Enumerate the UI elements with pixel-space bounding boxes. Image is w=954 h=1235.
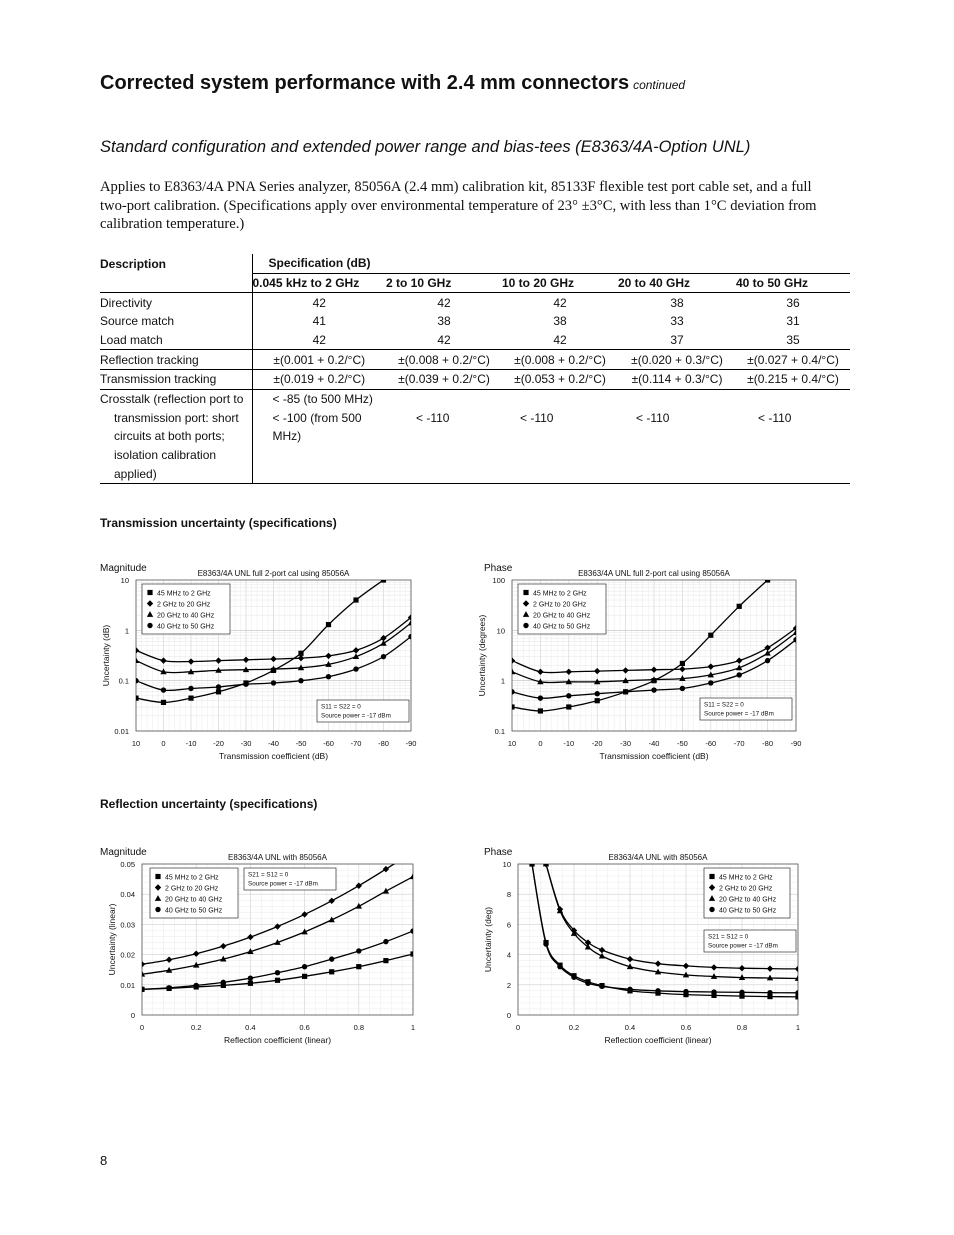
circle-marker bbox=[529, 861, 534, 866]
y-tick-label: 6 bbox=[506, 920, 511, 930]
x-tick-label: -50 bbox=[295, 739, 307, 748]
circle-marker bbox=[329, 956, 334, 961]
crosstalk-value-line: < -85 (to 500 MHz) bbox=[272, 391, 373, 406]
diamond-marker bbox=[353, 647, 359, 653]
y-tick-label: 8 bbox=[506, 890, 511, 900]
square-marker bbox=[708, 633, 713, 638]
section-subtitle: Standard configuration and extended power range and bias-tees (E8363/4A-Option UNL) bbox=[100, 138, 751, 156]
row-label: Transmission tracking bbox=[100, 370, 252, 390]
square-marker bbox=[133, 696, 138, 701]
crosstalk-value: < -110 bbox=[636, 410, 670, 425]
diamond-marker bbox=[679, 666, 685, 672]
x-tick-label: -80 bbox=[378, 739, 389, 748]
circle-marker bbox=[709, 907, 714, 912]
crosstalk-value: < -110 bbox=[758, 410, 792, 425]
legend-entry: 2 GHz to 20 GHz bbox=[165, 885, 219, 893]
crosstalk-value: < -110 bbox=[520, 410, 554, 425]
spec-table bbox=[100, 254, 850, 484]
circle-marker bbox=[585, 981, 590, 986]
circle-marker bbox=[410, 928, 415, 933]
row-label: Reflection tracking bbox=[100, 350, 252, 370]
intro-paragraph: Applies to E8363/4A PNA Series analyzer, 85056A (2.4 mm) calibration kit, 85133F flexible test port cable set, and a full two-port calibration. (Specifications apply over environmental temperature of 23° ±3°C, with less than 1°C deviation from calibration temperature.) bbox=[100, 179, 817, 232]
crosstalk-band1 bbox=[252, 389, 386, 484]
crosstalk-label-line: transmission port: short bbox=[114, 410, 239, 425]
transmission-phase-chart bbox=[476, 558, 816, 770]
band-header: 40 to 50 GHz bbox=[736, 273, 850, 293]
legend-entry: 2 GHz to 20 GHz bbox=[719, 885, 773, 893]
legend-entry: 20 GHz to 40 GHz bbox=[533, 612, 591, 620]
y-tick-label: 0.1 bbox=[494, 727, 505, 736]
x-tick-label: -40 bbox=[268, 739, 279, 748]
transmission-magnitude-chart bbox=[92, 558, 432, 770]
crosstalk-label-line: applied) bbox=[114, 466, 157, 481]
chart-note bbox=[704, 930, 796, 952]
crosstalk-cell bbox=[618, 389, 736, 484]
square-marker bbox=[248, 981, 253, 986]
chart-corner-label: Magnitude bbox=[100, 563, 147, 574]
diamond-marker bbox=[243, 657, 249, 663]
x-axis-label: Transmission coefficient (dB) bbox=[218, 751, 329, 761]
page-number: 8 bbox=[100, 1153, 108, 1168]
y-tick-label: 1 bbox=[500, 676, 505, 686]
diamond-marker bbox=[188, 658, 194, 664]
table-cell: ±(0.114 + 0.3/°C) bbox=[631, 372, 723, 387]
circle-marker bbox=[571, 975, 576, 980]
diamond-marker bbox=[537, 669, 543, 675]
legend-entry: 2 GHz to 20 GHz bbox=[157, 601, 211, 609]
triangle-marker bbox=[557, 907, 563, 913]
square-marker bbox=[188, 696, 193, 701]
x-tick-label: -50 bbox=[676, 739, 688, 748]
circle-marker bbox=[795, 990, 800, 995]
x-tick-label: -10 bbox=[563, 739, 575, 748]
x-tick-label: -70 bbox=[350, 739, 362, 748]
y-tick-label: 0.01 bbox=[114, 727, 129, 736]
circle-marker bbox=[538, 695, 543, 700]
x-tick-label: -70 bbox=[733, 739, 745, 748]
diamond-marker bbox=[622, 667, 628, 673]
square-marker bbox=[737, 604, 742, 609]
table-cell: ±(0.053 + 0.2/°C) bbox=[514, 372, 606, 387]
x-tick-label: 0.4 bbox=[624, 1023, 636, 1032]
crosstalk-cell bbox=[736, 389, 850, 484]
chart-legend bbox=[704, 868, 790, 918]
square-marker bbox=[275, 978, 280, 983]
table-cell: 41 bbox=[312, 314, 326, 329]
circle-marker bbox=[326, 674, 331, 679]
crosstalk-label bbox=[100, 389, 252, 484]
x-tick-label: 0.6 bbox=[299, 1023, 310, 1032]
chart-corner-label: Phase bbox=[484, 563, 513, 574]
circle-marker bbox=[737, 672, 742, 677]
circle-marker bbox=[793, 637, 798, 642]
band-header: 2 to 10 GHz bbox=[386, 273, 502, 293]
circle-marker bbox=[680, 686, 685, 691]
diamond-marker bbox=[298, 655, 304, 661]
triangle-marker bbox=[543, 861, 549, 867]
spec-header: Specification (dB) bbox=[268, 256, 371, 271]
square-marker bbox=[326, 622, 331, 627]
note-line: Source power = -17 dBm bbox=[704, 710, 774, 718]
y-tick-label: 0 bbox=[130, 1011, 135, 1020]
x-tick-label: 0 bbox=[161, 739, 166, 748]
page-title-text: Corrected system performance with 2.4 mm connectors bbox=[100, 72, 630, 94]
x-tick-label: 1 bbox=[795, 1023, 801, 1032]
square-marker bbox=[329, 969, 334, 974]
circle-marker bbox=[651, 687, 656, 692]
square-marker bbox=[216, 689, 221, 694]
diamond-marker bbox=[509, 657, 515, 663]
crosstalk-label-line: Crosstalk (reflection port to bbox=[100, 391, 244, 406]
chart-corner-label: Phase bbox=[484, 847, 513, 858]
row-label: Source match bbox=[100, 312, 252, 331]
circle-marker bbox=[557, 964, 562, 969]
x-tick-label: 0.2 bbox=[568, 1023, 580, 1032]
circle-marker bbox=[161, 687, 166, 692]
table-cell: 42 bbox=[437, 333, 451, 348]
circle-marker bbox=[133, 678, 138, 683]
square-marker bbox=[538, 708, 543, 713]
x-tick-label: 1 bbox=[410, 1023, 416, 1032]
x-tick-label: 0 bbox=[515, 1023, 521, 1032]
circle-marker bbox=[767, 990, 772, 995]
x-tick-label: -60 bbox=[323, 739, 334, 748]
crosstalk-value: < -110 bbox=[416, 410, 450, 425]
circle-marker bbox=[302, 964, 307, 969]
diamond-marker bbox=[166, 957, 172, 963]
diamond-marker bbox=[736, 657, 742, 663]
note-line: Source power = -17 dBm bbox=[708, 942, 778, 950]
x-tick-label: -20 bbox=[213, 739, 224, 748]
table-cell: 42 bbox=[553, 333, 567, 348]
square-marker bbox=[680, 661, 685, 666]
note-line: S11 = S22 = 0 bbox=[704, 701, 744, 709]
circle-marker bbox=[271, 680, 276, 685]
transmission-section-heading: Transmission uncertainty (specifications) bbox=[100, 516, 337, 530]
band-header: 20 to 40 GHz bbox=[618, 273, 736, 293]
crosstalk-label-line: circuits at both ports; bbox=[114, 429, 225, 444]
circle-marker bbox=[683, 989, 688, 994]
crosstalk-label-line: isolation calibration bbox=[114, 447, 217, 462]
y-tick-label: 0 bbox=[506, 1011, 511, 1020]
triangle-marker bbox=[764, 650, 770, 656]
table-cell: 42 bbox=[312, 333, 326, 348]
x-axis-label: Reflection coefficient (linear) bbox=[604, 1035, 712, 1045]
table-cell: ±(0.020 + 0.3/°C) bbox=[631, 352, 723, 367]
table-cell: 38 bbox=[437, 314, 451, 329]
band-header: 10 to 20 GHz bbox=[502, 273, 618, 293]
x-tick-label: 0.2 bbox=[190, 1023, 202, 1032]
note-line: Source power = -17 dBm bbox=[248, 880, 318, 888]
circle-marker bbox=[765, 658, 770, 663]
x-tick-label: 10 bbox=[131, 739, 141, 748]
square-marker bbox=[356, 964, 361, 969]
square-marker bbox=[595, 698, 600, 703]
circle-marker bbox=[739, 990, 744, 995]
circle-marker bbox=[139, 987, 144, 992]
table-cell: 36 bbox=[786, 295, 800, 310]
table-cell: 38 bbox=[670, 295, 684, 310]
y-tick-label: 10 bbox=[502, 860, 511, 869]
chart-note bbox=[700, 698, 792, 720]
crosstalk-cell bbox=[502, 389, 618, 484]
table-cell: ±(0.008 + 0.2/°C) bbox=[514, 352, 606, 367]
y-axis-label: Uncertainty (linear) bbox=[107, 903, 117, 976]
x-tick-label: -60 bbox=[705, 739, 717, 748]
legend-entry: 20 GHz to 40 GHz bbox=[165, 896, 223, 904]
crosstalk-value-line: < -100 (from 500 MHz) bbox=[272, 410, 362, 444]
triangle-marker bbox=[408, 620, 414, 626]
y-tick-label: 100 bbox=[492, 576, 505, 585]
reflection-section-heading: Reflection uncertainty (specifications) bbox=[100, 797, 318, 811]
y-axis-label: Uncertainty (deg) bbox=[483, 906, 493, 973]
chart-title: E8363/4A UNL with 85056A bbox=[228, 853, 327, 862]
circle-marker bbox=[595, 691, 600, 696]
table-cell: 38 bbox=[553, 314, 567, 329]
circle-marker bbox=[147, 623, 152, 628]
crosstalk-cell bbox=[386, 389, 502, 484]
circle-marker bbox=[408, 634, 413, 639]
chart-note bbox=[317, 700, 409, 722]
y-tick-label: 4 bbox=[506, 950, 511, 960]
circle-marker bbox=[627, 987, 632, 992]
chart-title: E8363/4A UNL with 85056A bbox=[608, 853, 708, 862]
x-tick-label: -20 bbox=[591, 739, 603, 748]
circle-marker bbox=[248, 975, 253, 980]
square-marker bbox=[155, 874, 160, 879]
circle-marker bbox=[509, 689, 514, 694]
y-tick-label: 2 bbox=[506, 980, 511, 990]
table-cell: ±(0.039 + 0.2/°C) bbox=[398, 372, 490, 387]
table-cell: 42 bbox=[553, 295, 567, 310]
band-header: 0.045 kHz to 2 GHz bbox=[252, 273, 386, 293]
legend-entry: 20 GHz to 40 GHz bbox=[719, 896, 777, 904]
circle-marker bbox=[356, 948, 361, 953]
x-axis-label: Transmission coefficient (dB) bbox=[599, 751, 709, 761]
legend-entry: 45 MHz to 2 GHz bbox=[719, 874, 773, 882]
square-marker bbox=[523, 590, 528, 595]
legend-entry: 40 GHz to 50 GHz bbox=[533, 623, 591, 631]
chart-legend bbox=[142, 584, 230, 634]
x-tick-label: -40 bbox=[648, 739, 660, 748]
y-tick-label: 0.05 bbox=[120, 860, 135, 869]
y-tick-label: 0.04 bbox=[120, 890, 135, 900]
circle-marker bbox=[221, 980, 226, 985]
legend-entry: 20 GHz to 40 GHz bbox=[157, 612, 215, 620]
legend-entry: 40 GHz to 50 GHz bbox=[719, 907, 777, 915]
x-tick-label: -30 bbox=[240, 739, 252, 748]
row-label: Directivity bbox=[100, 293, 252, 312]
diamond-marker bbox=[599, 947, 605, 953]
x-tick-label: -10 bbox=[185, 739, 197, 748]
reflection-phase-chart bbox=[476, 842, 816, 1054]
title-suffix: continued bbox=[633, 78, 686, 92]
chart-corner-label: Magnitude bbox=[100, 847, 147, 858]
row-label: Load match bbox=[100, 331, 252, 350]
table-cell: 35 bbox=[786, 333, 800, 348]
circle-marker bbox=[166, 985, 171, 990]
circle-marker bbox=[298, 678, 303, 683]
note-line: S11 = S22 = 0 bbox=[321, 703, 361, 711]
circle-marker bbox=[708, 680, 713, 685]
diamond-marker bbox=[683, 963, 689, 969]
diamond-marker bbox=[627, 956, 633, 962]
table-cell: 33 bbox=[670, 314, 684, 329]
table-cell: ±(0.001 + 0.2/°C) bbox=[273, 352, 366, 367]
x-tick-label: -80 bbox=[762, 739, 774, 748]
square-marker bbox=[509, 704, 514, 709]
x-tick-label: 10 bbox=[507, 739, 517, 748]
circle-marker bbox=[655, 988, 660, 993]
diamond-marker bbox=[383, 866, 389, 872]
diamond-marker bbox=[739, 965, 745, 971]
x-tick-label: -90 bbox=[405, 739, 417, 748]
circle-marker bbox=[194, 983, 199, 988]
square-marker bbox=[147, 590, 152, 595]
table-cell: 37 bbox=[670, 333, 684, 348]
circle-marker bbox=[353, 666, 358, 671]
y-tick-label: 10 bbox=[120, 576, 129, 585]
square-marker bbox=[383, 958, 388, 963]
x-tick-label: 0.6 bbox=[680, 1023, 692, 1032]
square-marker bbox=[566, 704, 571, 709]
circle-marker bbox=[523, 623, 528, 628]
note-line: S21 = S12 = 0 bbox=[248, 871, 289, 879]
square-marker bbox=[381, 577, 386, 582]
table-cell: 31 bbox=[786, 314, 800, 329]
x-tick-label: 0 bbox=[139, 1023, 145, 1032]
triangle-marker bbox=[509, 668, 515, 674]
table-cell: ±(0.019 + 0.2/°C) bbox=[273, 372, 366, 387]
y-tick-label: 0.01 bbox=[120, 980, 135, 990]
circle-marker bbox=[188, 686, 193, 691]
x-tick-label: -30 bbox=[620, 739, 632, 748]
chart-legend bbox=[150, 868, 238, 918]
table-cell: 42 bbox=[312, 295, 326, 310]
square-marker bbox=[353, 597, 358, 602]
x-tick-label: 0.8 bbox=[736, 1023, 748, 1032]
table-cell: ±(0.215 + 0.4/°C) bbox=[747, 372, 839, 387]
table-cell: ±(0.027 + 0.4/°C) bbox=[747, 352, 839, 367]
chart-note bbox=[244, 868, 336, 890]
y-tick-label: 0.1 bbox=[118, 676, 129, 686]
legend-entry: 40 GHz to 50 GHz bbox=[157, 623, 215, 631]
diamond-marker bbox=[708, 663, 714, 669]
chart-title: E8363/4A UNL full 2-port cal using 85056A bbox=[197, 569, 350, 578]
legend-entry: 45 MHz to 2 GHz bbox=[533, 590, 587, 598]
circle-marker bbox=[383, 939, 388, 944]
y-tick-label: 1 bbox=[124, 626, 129, 636]
reflection-magnitude-chart bbox=[92, 842, 432, 1054]
triangle-marker bbox=[380, 640, 386, 646]
legend-entry: 2 GHz to 20 GHz bbox=[533, 601, 587, 609]
diamond-marker bbox=[215, 657, 221, 663]
y-axis-label: Uncertainty (dB) bbox=[101, 624, 111, 687]
square-marker bbox=[302, 974, 307, 979]
x-tick-label: 0.4 bbox=[245, 1023, 256, 1032]
diamond-marker bbox=[566, 669, 572, 675]
diamond-marker bbox=[594, 668, 600, 674]
table-cell: 42 bbox=[437, 295, 451, 310]
x-tick-label: -90 bbox=[790, 739, 802, 748]
x-axis-label: Reflection coefficient (linear) bbox=[223, 1035, 332, 1045]
diamond-marker bbox=[133, 647, 139, 653]
x-tick-label: 0.8 bbox=[353, 1023, 365, 1032]
square-marker bbox=[410, 951, 415, 956]
triangle-marker bbox=[133, 657, 139, 663]
legend-entry: 40 GHz to 50 GHz bbox=[165, 907, 223, 915]
y-tick-label: 10 bbox=[496, 626, 505, 636]
diamond-marker bbox=[247, 934, 253, 940]
y-axis-label: Uncertainty (degrees) bbox=[477, 614, 487, 697]
diamond-marker bbox=[651, 667, 657, 673]
page-title bbox=[100, 72, 685, 95]
y-tick-label: 0.03 bbox=[120, 920, 135, 930]
diamond-marker bbox=[193, 950, 199, 956]
circle-marker bbox=[275, 970, 280, 975]
diamond-marker bbox=[160, 657, 166, 663]
legend-entry: 45 MHz to 2 GHz bbox=[165, 874, 219, 882]
square-marker bbox=[765, 577, 770, 582]
diamond-marker bbox=[711, 964, 717, 970]
desc-header: Description bbox=[100, 254, 252, 273]
circle-marker bbox=[543, 941, 548, 946]
legend-entry: 45 MHz to 2 GHz bbox=[157, 590, 211, 598]
square-marker bbox=[161, 700, 166, 705]
square-marker bbox=[709, 874, 714, 879]
diamond-marker bbox=[325, 653, 331, 659]
circle-marker bbox=[599, 984, 604, 989]
diamond-marker bbox=[655, 960, 661, 966]
circle-marker bbox=[216, 684, 221, 689]
x-tick-label: 0 bbox=[538, 739, 543, 748]
y-tick-label: 0.02 bbox=[120, 950, 135, 960]
circle-marker bbox=[243, 682, 248, 687]
table-cell: ±(0.008 + 0.2/°C) bbox=[398, 352, 490, 367]
note-line: S21 = S12 = 0 bbox=[708, 933, 749, 941]
diamond-marker bbox=[329, 898, 335, 904]
diamond-marker bbox=[767, 965, 773, 971]
chart-title: E8363/4A UNL full 2-port cal using 85056A bbox=[578, 569, 730, 578]
note-line: Source power = -17 dBm bbox=[321, 712, 391, 720]
circle-marker bbox=[381, 654, 386, 659]
circle-marker bbox=[155, 907, 160, 912]
circle-marker bbox=[711, 989, 716, 994]
chart-legend bbox=[518, 584, 606, 634]
circle-marker bbox=[623, 689, 628, 694]
circle-marker bbox=[566, 693, 571, 698]
